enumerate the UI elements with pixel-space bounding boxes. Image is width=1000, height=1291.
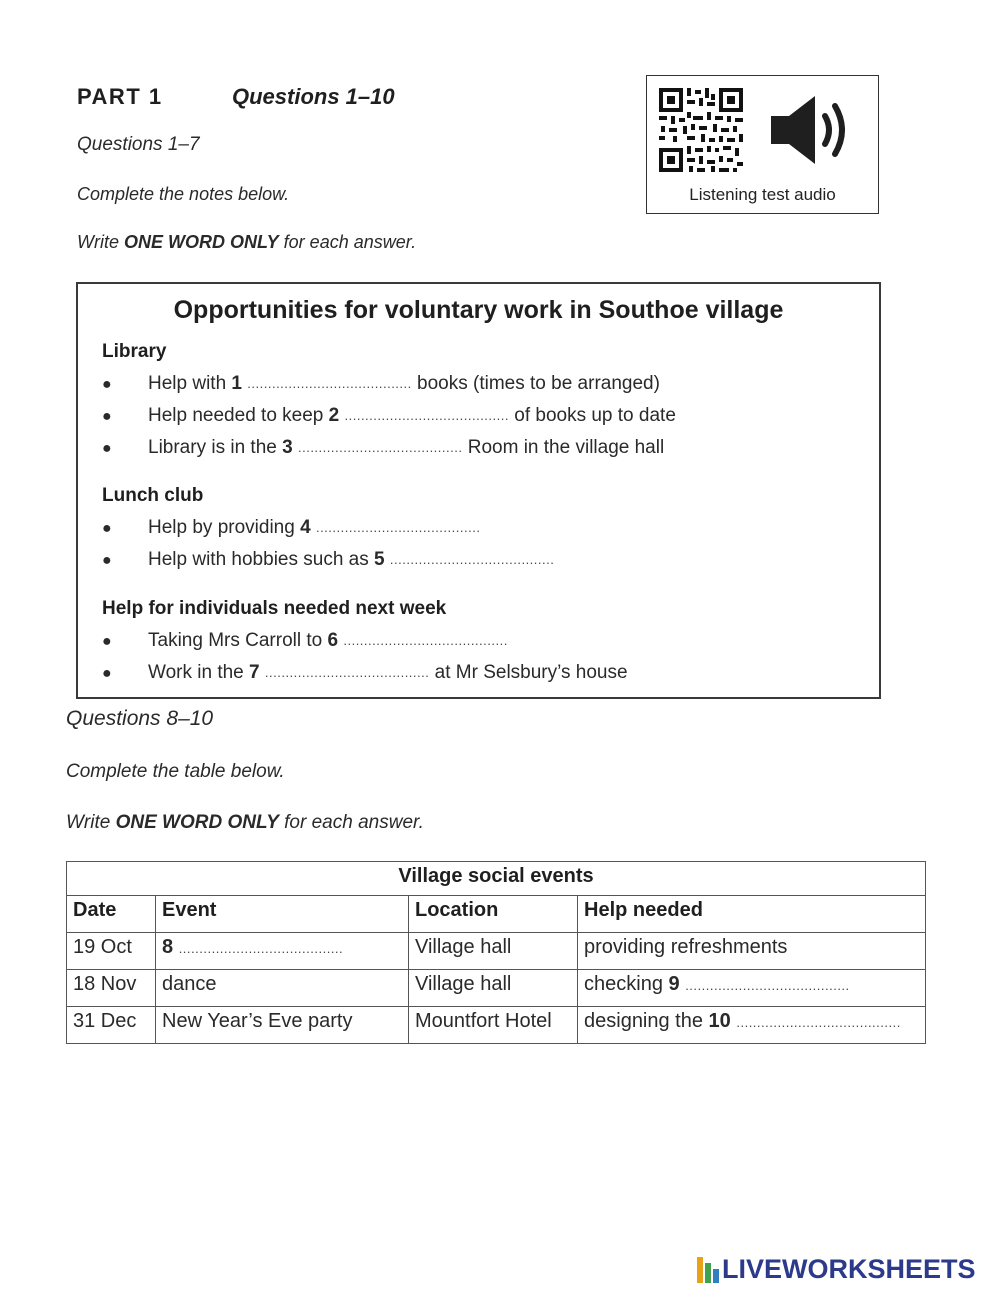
cell-location: Village hall: [409, 970, 578, 1007]
instruction-post: for each answer.: [278, 232, 417, 252]
bullet: ●: [102, 440, 112, 457]
subrange-8-10: Questions 8–10: [66, 707, 214, 730]
cell-event: 8 ........................................: [156, 933, 409, 970]
header-date: Date: [67, 896, 156, 933]
answer-blank-7[interactable]: ........................................: [264, 665, 430, 680]
bullet: ●: [102, 376, 112, 393]
answer-blank-1[interactable]: ........................................: [247, 376, 412, 391]
instruction-bold: ONE WORD ONLY: [115, 812, 279, 833]
speaker-icon[interactable]: [769, 92, 855, 168]
note-item-4: ● Help by providing 4 ........................................: [102, 517, 481, 538]
liveworksheets-logo[interactable]: [697, 1254, 976, 1285]
cell-location: Mountfort Hotel: [409, 1007, 578, 1044]
answer-blank-2[interactable]: ........................................: [344, 408, 509, 423]
cell-help: checking 9 ........................................: [578, 970, 926, 1007]
cell-help: designing the 10 ........................................: [578, 1007, 926, 1044]
instruction-complete-notes: Complete the notes below.: [77, 184, 290, 204]
questions-range: Questions 1–10: [232, 84, 395, 109]
section-heading-lunch-club: Lunch club: [102, 485, 204, 506]
answer-blank-6[interactable]: ........................................: [343, 633, 508, 648]
cell-event: dance: [156, 970, 409, 1007]
cell-help: providing refreshments: [578, 933, 926, 970]
note-item-1: ● Help with 1 ........................................ books (times to be arranged): [102, 373, 660, 394]
audio-label: Listening test audio: [689, 185, 836, 204]
header-help-needed: Help needed: [578, 896, 926, 933]
answer-blank-8[interactable]: ........................................: [178, 941, 344, 956]
instruction-one-word-2: [66, 812, 424, 834]
liveworksheets-logo-icon: [697, 1257, 719, 1283]
cell-location: Village hall: [409, 933, 578, 970]
section-heading-library: Library: [102, 341, 167, 362]
instruction-pre: Write: [77, 232, 124, 252]
events-table: [66, 861, 926, 1044]
cell-date: 18 Nov: [67, 970, 156, 1007]
bullet: ●: [102, 633, 112, 650]
part-label: PART 1: [77, 84, 163, 109]
cell-event: New Year’s Eve party: [156, 1007, 409, 1044]
qr-code-icon: [657, 86, 745, 174]
note-item-5: ● Help with hobbies such as 5 ........................................: [102, 549, 555, 570]
table-caption: Village social events: [67, 862, 926, 896]
answer-blank-10[interactable]: ........................................: [736, 1015, 901, 1030]
answer-blank-9[interactable]: ........................................: [685, 978, 850, 993]
bullet: ●: [102, 520, 112, 537]
bullet: ●: [102, 408, 112, 425]
table-row: [67, 933, 926, 970]
section-heading-individuals: Help for individuals needed next week: [102, 598, 447, 619]
instruction-pre: Write: [66, 812, 116, 833]
table-row: [67, 1007, 926, 1044]
notes-title: Opportunities for voluntary work in Southoe village: [173, 296, 784, 324]
subrange-1-7: Questions 1–7: [77, 134, 200, 155]
audio-player-box[interactable]: [646, 75, 879, 214]
instruction-bold: ONE WORD ONLY: [124, 232, 279, 252]
note-item-7: ● Work in the 7 ........................................ at Mr Selsbury’s house: [102, 662, 628, 683]
note-item-2: ● Help needed to keep 2 ........................................ of books up to date: [102, 405, 676, 426]
cell-date: 31 Dec: [67, 1007, 156, 1044]
note-item-3: ● Library is in the 3 ........................................ Room in the village hall: [102, 437, 665, 458]
table-header-row: [67, 896, 926, 933]
header-location: Location: [409, 896, 578, 933]
instruction-one-word: [77, 232, 416, 253]
note-item-6: ● Taking Mrs Carroll to 6 ........................................: [102, 630, 508, 651]
table-row: [67, 970, 926, 1007]
instruction-complete-table: Complete the table below.: [66, 761, 285, 782]
answer-blank-3[interactable]: ........................................: [297, 440, 463, 455]
answer-blank-4[interactable]: ........................................: [315, 520, 481, 535]
cell-date: 19 Oct: [67, 933, 156, 970]
bullet: ●: [102, 552, 112, 569]
logo-text: LIVEWORKSHEETS: [722, 1254, 976, 1284]
table-caption-row: [67, 862, 926, 896]
answer-blank-5[interactable]: ........................................: [389, 552, 555, 567]
bullet: ●: [102, 665, 112, 682]
header-event: Event: [156, 896, 409, 933]
notes-box: [76, 282, 881, 699]
instruction-post: for each answer.: [278, 812, 424, 833]
